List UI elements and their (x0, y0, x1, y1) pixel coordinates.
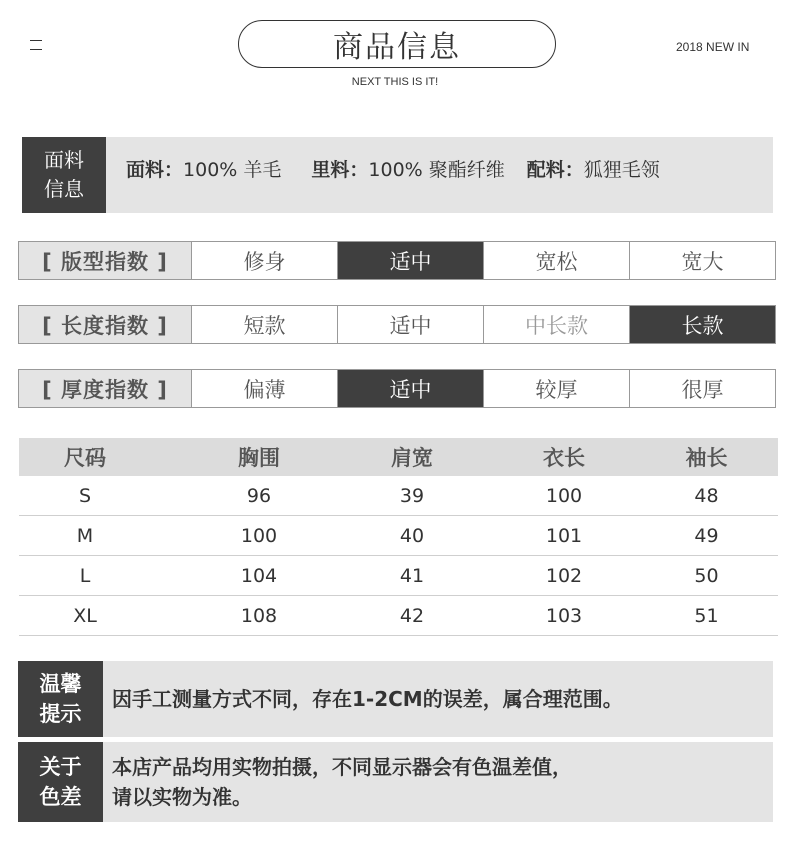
length-option-selected: 长款 (629, 306, 775, 343)
table-cell: M (76, 524, 94, 547)
size-table (19, 438, 778, 636)
fit-index-row (18, 241, 776, 280)
menu-icon[interactable] (30, 40, 42, 50)
color-difference-line: 本店产品均用实物拍摄，不同显示器会有色温差值， (112, 755, 572, 779)
notice-label: 温馨提示 (18, 661, 103, 737)
header-shoulder: 肩宽 (391, 446, 433, 470)
trim-value: 狐狸毛领 (583, 159, 660, 181)
length-option: 中长款 (483, 306, 629, 343)
header-sleeve: 袖长 (685, 446, 728, 470)
page-subtitle: NEXT THIS IS IT! (351, 76, 439, 88)
table-cell: 102 (545, 564, 583, 587)
fit-option: 宽大 (629, 242, 775, 279)
fit-option-selected: 适中 (337, 242, 483, 279)
fit-option: 修身 (191, 242, 337, 279)
table-cell: XL (73, 604, 97, 627)
length-option: 适中 (337, 306, 483, 343)
table-cell: 42 (399, 604, 425, 627)
table-row (19, 596, 778, 636)
table-cell: 104 (240, 564, 278, 587)
thickness-option-selected: 适中 (337, 370, 483, 407)
table-row (19, 556, 778, 596)
fabric-info-text (126, 155, 660, 182)
table-cell: 48 (694, 484, 719, 507)
table-cell: 100 (240, 524, 278, 547)
thickness-option: 较厚 (483, 370, 629, 407)
size-table-header (19, 438, 778, 476)
table-cell: 49 (694, 524, 719, 547)
table-cell: 96 (246, 484, 272, 507)
table-cell: 101 (545, 524, 583, 547)
length-index-label: [ 长度指数 ] (19, 306, 191, 343)
color-difference-line: 请以实物为准。 (112, 785, 252, 809)
fabric-info-label: 面料信息 (22, 137, 106, 213)
new-in-tag: 2018 NEW IN (676, 40, 750, 54)
table-cell: 50 (694, 564, 719, 587)
table-cell: 108 (240, 604, 278, 627)
table-cell: 100 (545, 484, 583, 507)
lining-name: 里料： (311, 159, 369, 181)
header-chest: 胸围 (238, 446, 280, 470)
thickness-option: 很厚 (629, 370, 775, 407)
notice-text: 因手工测量方式不同，存在1-2CM的误差，属合理范围。 (112, 687, 623, 711)
table-cell: 51 (694, 604, 719, 627)
fabric-name: 面料： (126, 159, 184, 181)
thickness-option: 偏薄 (191, 370, 337, 407)
table-cell: 41 (399, 564, 425, 587)
header-size: 尺码 (64, 446, 106, 470)
thickness-index-label: [ 厚度指数 ] (19, 370, 191, 407)
fit-index-label: [ 版型指数 ] (19, 242, 191, 279)
table-row (19, 476, 778, 516)
table-cell: L (79, 564, 91, 587)
table-cell: S (78, 484, 92, 507)
length-option: 短款 (191, 306, 337, 343)
length-index-row (18, 305, 776, 344)
color-difference-text (112, 752, 572, 812)
header-length: 衣长 (543, 446, 585, 470)
fit-option: 宽松 (483, 242, 629, 279)
page-title: 商品信息 (238, 20, 556, 68)
color-difference-label: 关于色差 (18, 742, 103, 822)
trim-name: 配料： (526, 159, 584, 181)
lining-value: 100% 聚酯纤维 (368, 159, 505, 181)
table-cell: 40 (399, 524, 425, 547)
fabric-value: 100% 羊毛 (183, 159, 282, 181)
thickness-index-row (18, 369, 776, 408)
table-cell: 103 (545, 604, 583, 627)
table-row (19, 516, 778, 556)
table-cell: 39 (399, 484, 425, 507)
